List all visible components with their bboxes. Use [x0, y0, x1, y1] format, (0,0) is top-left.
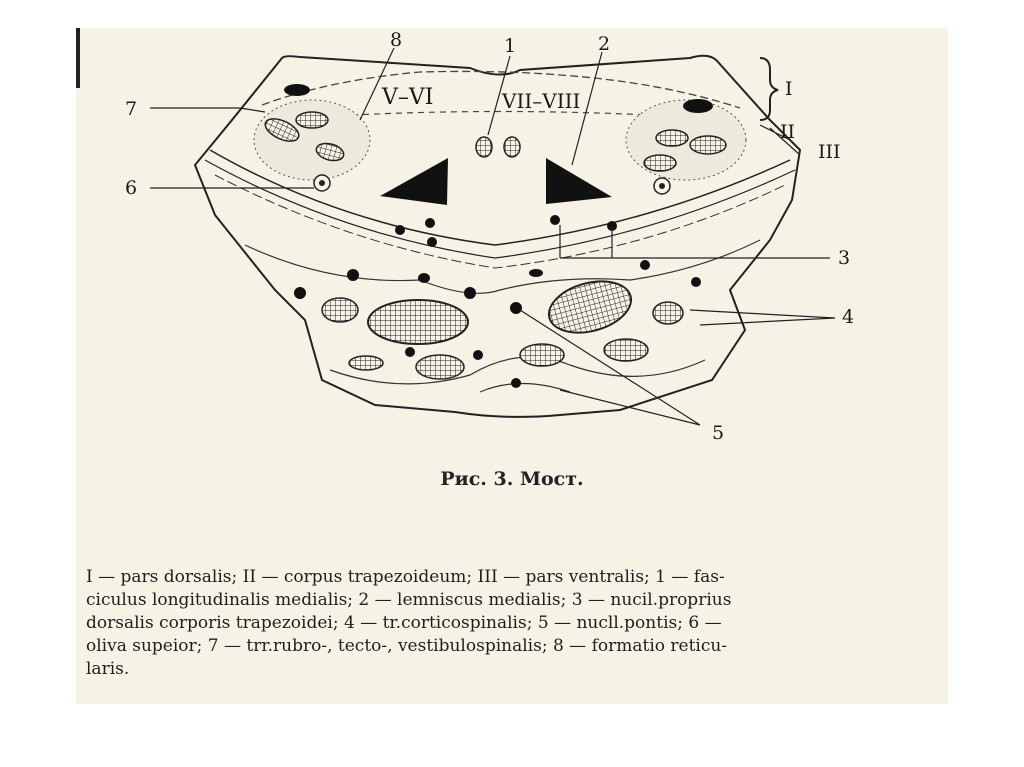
lemniscus-medialis-left: [380, 158, 448, 205]
label-3: 3: [838, 247, 851, 269]
legend-line: ciculus longitudinalis medialis; 2 — lemniscus medialis; 3 — nucil.proprius: [86, 590, 732, 610]
tr-corticospinalis-oval: [368, 300, 468, 344]
legend-line: laris.: [86, 659, 130, 679]
legend-line: oliva supeior; 7 — trr.rubro-, tecto-, vestibulospinalis; 8 — formatio reticu-: [86, 636, 728, 656]
fasciculus-longitudinalis-right: [504, 137, 520, 157]
tract-oval-left-2: [296, 112, 328, 128]
nucleus-proprius-dot: [425, 218, 435, 228]
figure-legend: [86, 566, 924, 681]
tr-corticospinalis-oval: [653, 302, 683, 324]
trapezoid-fibres-3: [215, 175, 785, 268]
label-5: 5: [712, 422, 725, 444]
label-2: 2: [598, 33, 611, 55]
nucleus-pontis-dot: [691, 277, 701, 287]
label-region-II: II: [780, 121, 796, 143]
tr-corticospinalis-oval: [604, 339, 648, 361]
nucleus-pontis-dot: [529, 269, 543, 277]
tr-corticospinalis-oval: [543, 273, 637, 341]
tract-oval-right-1: [656, 130, 688, 146]
oliva-superior-left-core: [319, 180, 325, 186]
label-1: 1: [504, 35, 517, 57]
oliva-superior-right-core: [659, 183, 665, 189]
ventral-fibres-3: [480, 384, 570, 393]
tr-corticospinalis-oval: [349, 356, 383, 370]
label-region-III: III: [818, 141, 841, 163]
nucleus-pontis-dot: [464, 287, 476, 299]
nucleus-pontis-dot: [405, 347, 415, 357]
label-region-I: I: [785, 78, 793, 100]
nucleus-pontis-dot: [473, 350, 483, 360]
label-nuclei-v-vi: V–VI: [382, 85, 434, 110]
tract-oval-right-3: [644, 155, 676, 171]
label-6: 6: [125, 177, 138, 199]
label-nuclei-vii-viii: VII–VIII: [502, 89, 581, 113]
nucleus-pontis-dot: [294, 287, 306, 299]
nucleus-black-left: [284, 84, 310, 96]
nucleus-proprius-dot: [427, 237, 437, 247]
leader-lines: [150, 48, 835, 425]
nucleus-pontis-dot: [347, 269, 359, 281]
legend-line: dorsalis corporis trapezoidei; 4 — tr.corticospinalis; 5 — nucll.pontis; 6 —: [86, 613, 722, 633]
lemniscus-medialis-right: [546, 158, 612, 204]
label-7: 7: [125, 98, 138, 120]
nucleus-pontis-dot: [510, 302, 522, 314]
nucleus-pontis-dot: [640, 260, 650, 270]
tr-corticospinalis-oval: [322, 298, 358, 322]
figure-caption: Рис. 3. Мост.: [440, 468, 584, 490]
nucleus-black-right: [683, 99, 713, 113]
tract-oval-right-2: [690, 136, 726, 154]
fasciculus-longitudinalis-left: [476, 137, 492, 157]
tr-corticospinalis-oval: [520, 344, 564, 366]
dorsal-midline-dashes: [352, 112, 650, 116]
tr-corticospinalis-oval: [416, 355, 464, 379]
nucleus-proprius-dot: [395, 225, 405, 235]
nucleus-pontis-dot: [418, 273, 430, 283]
label-4: 4: [842, 306, 855, 328]
nucleus-proprius-dot: [550, 215, 560, 225]
nucleus-pontis-dot: [511, 378, 521, 388]
legend-line: I — pars dorsalis; II — corpus trapezoideum; III — pars ventralis; 1 — fas-: [86, 567, 725, 587]
label-8: 8: [390, 29, 403, 51]
